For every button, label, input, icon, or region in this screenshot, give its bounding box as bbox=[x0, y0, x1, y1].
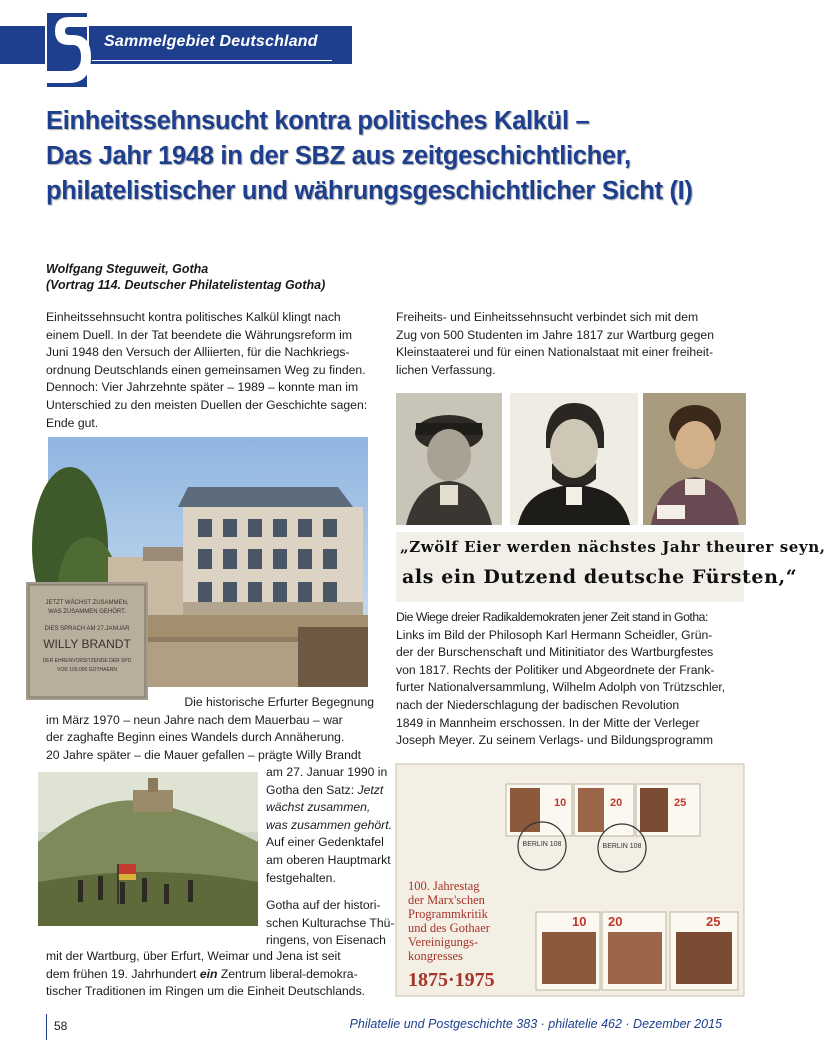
plaque-line: VOR 100.000 GOTHAERN bbox=[56, 667, 118, 673]
text-line: Unterschied zu den meisten Duellen der Geschichte sagen: bbox=[46, 397, 368, 412]
text-line: ordnung Deutschlands einen gemeinsamen Weg zu finden. bbox=[46, 362, 366, 377]
logo-s-icon bbox=[47, 13, 87, 87]
brandt-quote-line: was zusammen gehört. bbox=[266, 817, 392, 832]
top-stamp bbox=[636, 784, 700, 836]
title-line-2: Das Jahr 1948 in der SBZ aus zeitgeschichtlicher, bbox=[46, 142, 631, 170]
portrait-meyer bbox=[510, 393, 638, 525]
text-line: Zug von 500 Studenten im Jahre 1817 zur Wartburg gegen bbox=[396, 327, 714, 342]
wartburg-procession-illustration bbox=[38, 772, 258, 926]
text-line: festgehalten. bbox=[266, 870, 336, 885]
text-line: von 1817. Rechts der Politiker und Abgeordnete der Frank- bbox=[396, 662, 715, 677]
portrait-scheidler bbox=[396, 393, 502, 525]
quote-line-2: als ein Dutzend deutsche Fürsten,“ bbox=[402, 566, 798, 588]
col1-paragraph-2-start bbox=[160, 694, 374, 712]
text-line: der zaghafte Beginn eines Wandels durch Annäherung. bbox=[46, 730, 345, 745]
brandt-quote-line: wächst zusammen, bbox=[266, 800, 371, 815]
title-line-3: philatelistischer und währungsgeschichtlicher Sicht (I) bbox=[46, 177, 693, 205]
col1-paragraph-3-narrow bbox=[266, 897, 395, 950]
text-line: der der Burschenschaft und Mitinitiator des Wartburgfestes bbox=[396, 645, 714, 660]
text-line: Gotha auf der histori- bbox=[266, 898, 381, 912]
bottom-stamp bbox=[536, 912, 600, 990]
publication-logo bbox=[45, 11, 89, 89]
stamp-value: 20 bbox=[608, 914, 623, 929]
col2-paragraph-1 bbox=[396, 309, 722, 379]
title-line-1: Einheitssehnsucht kontra politisches Kalkül – bbox=[46, 107, 590, 135]
text-fragment: Gotha den Satz: bbox=[266, 782, 355, 797]
text-line: Freiheits- und Einheitssehnsucht verbindet sich mit dem bbox=[396, 310, 699, 324]
quote-line-1: „Zwölf Eier werden nächstes Jahr theurer seyn, bbox=[400, 538, 826, 556]
cover-cachet-line: kongresses bbox=[408, 949, 463, 963]
page-number: 58 bbox=[54, 1019, 68, 1033]
publication-footer: Philatelie und Postgeschichte 383 · philatelie 462 · Dezember 2015 bbox=[349, 1017, 722, 1031]
text-line: Auf einer Gedenktafel bbox=[266, 835, 384, 850]
plaque-line: DER EHRENVORSITZENDE DER SPD bbox=[42, 658, 132, 664]
cover-cachet-line: und des Gothaer bbox=[408, 921, 490, 935]
plaque-line: DIES SPRACH AM 27.JANUAR bbox=[44, 626, 130, 632]
bottom-stamp bbox=[602, 912, 666, 990]
cover-years: 1875·1975 bbox=[408, 969, 495, 991]
fraktur-quote bbox=[396, 532, 826, 602]
emphasis-ein: ein bbox=[199, 966, 218, 981]
text-line: Einheitssehnsucht kontra politisches Kalkül klingt nach bbox=[46, 310, 341, 324]
text-line: Die Wiege dreier Radikaldemokraten jener Zeit stand in Gotha: bbox=[396, 610, 708, 624]
cover-cachet-line: Programmkritik bbox=[408, 907, 488, 921]
stamp-value: 10 bbox=[572, 914, 587, 929]
text-line: im März 1970 – neun Jahre nach dem Mauerbau – war bbox=[46, 712, 343, 727]
article-title bbox=[46, 104, 736, 209]
col1-paragraph-3 bbox=[46, 948, 372, 1001]
text-line: Die historische Erfurter Begegnung bbox=[184, 695, 374, 709]
header-rule bbox=[92, 60, 332, 61]
cover-cachet-line: Vereinigungs- bbox=[408, 935, 479, 949]
cover-cachet-line: 100. Jahrestag bbox=[408, 879, 480, 893]
footer-rule bbox=[46, 1014, 47, 1040]
stamp-value: 25 bbox=[674, 797, 687, 809]
text-line: 20 Jahre später – die Mauer gefallen – prägte Willy Brandt bbox=[46, 747, 362, 762]
top-stamp bbox=[506, 784, 572, 836]
top-stamp bbox=[574, 784, 634, 836]
text-line: einem Duell. In der Tat beendete die Währungsreform im bbox=[46, 327, 352, 342]
text-line: nach der Niederschlagung der badischen Revolution bbox=[396, 697, 680, 712]
text-line: Juni 1948 den Versuch der Alliierten, für die Nachkriegs- bbox=[46, 345, 350, 360]
text-line: 1849 in Mannheim erschossen. In der Mitte der Verleger bbox=[396, 715, 700, 730]
plaque-line: WAS ZUSAMMEN GEHÖRT. bbox=[48, 609, 126, 615]
author-name: Wolfgang Steguweit, Gotha bbox=[46, 262, 209, 276]
willy-brandt-plaque bbox=[26, 582, 148, 700]
text-line: tischer Traditionen im Ringen um die Einheit Deutschlands. bbox=[46, 984, 366, 999]
author-block bbox=[46, 261, 325, 293]
stamp-cover bbox=[396, 764, 744, 996]
text-line: mit der Wartburg, über Erfurt, Weimar und Jena ist seit bbox=[46, 949, 341, 963]
text-line bbox=[46, 966, 372, 984]
section-title: Sammelgebiet Deutschland bbox=[104, 33, 318, 50]
text-line: am 27. Januar 1990 in bbox=[266, 765, 388, 779]
bottom-stamp bbox=[670, 912, 738, 990]
text-line bbox=[266, 782, 384, 800]
text-line: schen Kulturachse Thü- bbox=[266, 915, 395, 930]
text-line: furter Nationalversammlung, Wilhelm Adolph von Trützschler, bbox=[396, 680, 726, 695]
text-line: lichen Verfassung. bbox=[396, 362, 496, 377]
stamp-value: 20 bbox=[610, 797, 623, 809]
col1-brandt-quote bbox=[266, 764, 392, 887]
author-note: (Vortrag 114. Deutscher Philatelistentag Gotha) bbox=[46, 278, 326, 292]
text-line: ringens, von Eisenach bbox=[266, 933, 386, 948]
text-line: Joseph Meyer. Zu seinem Verlags- und Bildungsprogramm bbox=[396, 733, 714, 748]
brandt-quote-start: Jetzt bbox=[357, 782, 384, 797]
text-line: am oberen Hauptmarkt bbox=[266, 852, 391, 867]
plaque-line: JETZT WÄCHST ZUSAMMEN, bbox=[45, 600, 129, 606]
col1-paragraph-2 bbox=[46, 712, 372, 765]
stamp-value: 25 bbox=[706, 914, 721, 929]
plaque-line: WILLY BRANDT bbox=[43, 637, 131, 651]
text-fragment: dem frühen 19. Jahrhundert bbox=[46, 966, 197, 981]
postmark-text: BERLIN 108 bbox=[522, 841, 562, 848]
text-line: Kleinstaaterei und für einen Nationalstaat mit einer freiheit- bbox=[396, 345, 714, 360]
col1-paragraph-1 bbox=[46, 309, 372, 432]
text-line: Ende gut. bbox=[46, 415, 99, 430]
text-line: Links im Bild der Philosoph Karl Hermann Scheidler, Grün- bbox=[396, 627, 713, 642]
cover-cachet-line: der Marx'schen bbox=[408, 893, 485, 907]
postmark-text: BERLIN 108 bbox=[602, 843, 642, 850]
stamp-value: 10 bbox=[554, 797, 567, 809]
col2-paragraph-2 bbox=[396, 609, 726, 750]
portrait-truetzschler bbox=[643, 393, 746, 525]
text-fragment: Zentrum liberal-demokra- bbox=[220, 966, 358, 981]
text-line: Dennoch: Vier Jahrzehnte später – 1989 – konnte man im bbox=[46, 380, 359, 395]
